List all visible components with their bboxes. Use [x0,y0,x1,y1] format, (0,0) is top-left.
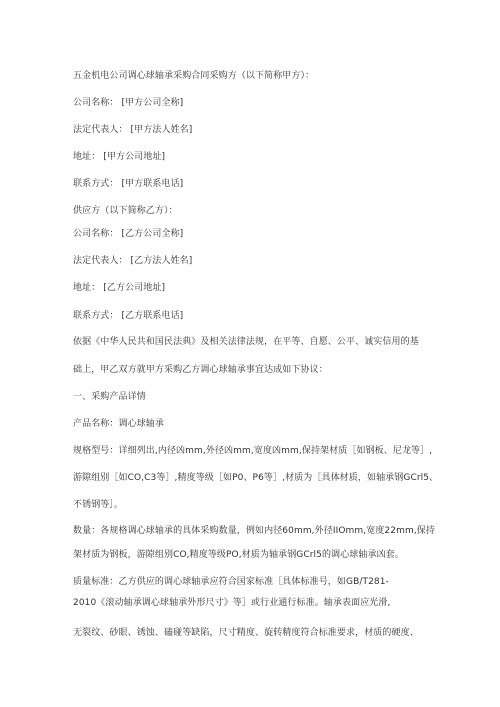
supplier-heading: 供应方（以下简称乙方）： [73,206,178,216]
buyer-address: 地址： [甲方公司地址] [73,152,166,162]
preamble-line-2: 础上，甲乙双方就甲方采购乙方调心球轴承事宜达成如下协议： [73,365,328,375]
quantity-line-1: 数量：各规格调心球轴承的具体采购数量，例如内径60mm,外径IIOmm,宽度22mm,保持 [73,526,435,536]
quality-line-3: 无裂纹、砂眼、锈蚀、磕碰等缺陷，尺寸精度、旋转精度符合标准要求，材质的硬度、 [73,628,419,638]
contract-title-buyer: 五金机电公司调心球轴承采购合同采购方（以下简称甲方）： [73,71,315,81]
spec-line-2: 游隙组别［如CO,C3等］,精度等级［如P0、P6等］,材质为［具体材质，如轴承钢GCrl5、 [73,473,439,483]
supplier-contact: 联系方式： [乙方联系电话] [73,311,184,321]
quantity-line-2: 架材质为钢板，游隙组别CO,精度等级PO,材质为轴承钢GCrl5的调心球轴承凶套。 [73,550,404,560]
quality-line-2: 2010《滚动轴承调心球轴承外形尺寸》等］或行业通行标准。轴承表面应光滑, [73,598,391,608]
spec-line-3: 不锈钢等］。 [73,500,124,510]
buyer-company-name: 公司名称： [甲方公司全称] [73,98,184,108]
buyer-legal-representative: 法定代表人： [甲方法人姓名] [73,125,193,135]
buyer-contact: 联系方式： [甲方联系电话] [73,179,184,189]
quality-line-1: 质量标准：乙方供应的调心球轴承应符合国家标准［具体标准号，如GB/T281- [73,577,389,587]
supplier-legal-representative: 法定代表人： [乙方法人姓名] [73,256,193,266]
product-name: 产品名称：调心球轴承 [73,419,165,429]
section-heading-products: 一、采购产品详情 [73,392,146,402]
supplier-address: 地址： [乙方公司地址] [73,283,166,293]
supplier-company-name: 公司名称： [乙方公司全称] [73,229,184,239]
spec-line-1: 规格型号：详细列出,内径凶mm,外径凶mm,宽度凶mm,保持架材质［如钢板、尼龙等］, [73,446,433,456]
preamble-line-1: 依据《中华人民共和国民法典》及相关法律法规，在平等、自愿、公平、诚实信用的基 [73,337,419,347]
